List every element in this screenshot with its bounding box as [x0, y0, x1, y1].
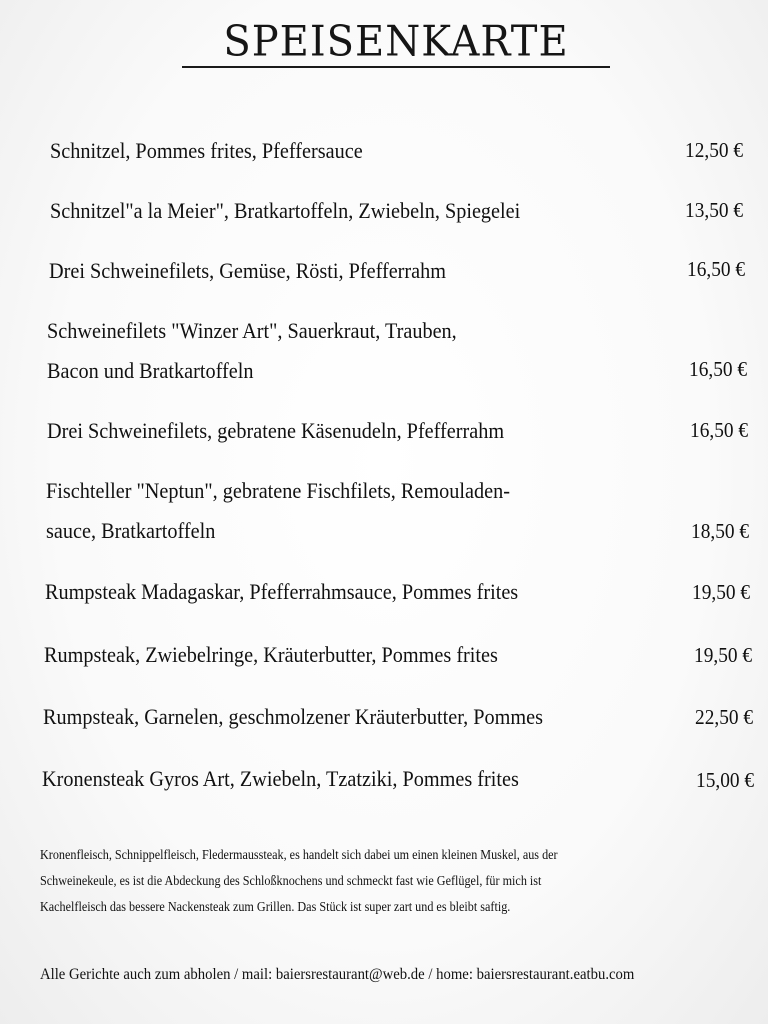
menu-item-price: 16,50 € — [690, 418, 748, 442]
page-title: SPEISENKARTE — [223, 17, 569, 67]
menu-item-name: Kronensteak Gyros Art, Zwiebeln, Tzatziki, Pommes frites — [42, 766, 519, 791]
menu-item-price: 19,50 € — [694, 643, 752, 667]
contact-footer: Alle Gerichte auch zum abholen / mail: baiersrestaurant@web.de / home: baiersrestaurant.eatbu.com — [40, 966, 635, 983]
info-note — [40, 842, 616, 920]
menu-item-name: Schnitzel, Pommes frites, Pfeffersauce — [50, 138, 363, 163]
menu-item-price: 16,50 € — [689, 357, 747, 381]
menu-item-name: Fischteller "Neptun", gebratene Fischfilets, Remouladen- — [46, 478, 510, 503]
menu-item-name: Schnitzel"a la Meier", Bratkartoffeln, Zwiebeln, Spiegelei — [50, 198, 521, 223]
menu-item-name: Drei Schweinefilets, Gemüse, Rösti, Pfefferrahm — [49, 258, 447, 283]
menu-item-price: 18,50 € — [691, 519, 749, 543]
info-note-line: Kachelfleisch das bessere Nackensteak zum Grillen. Das Stück ist super zart und es bleibt saftig. — [40, 899, 511, 914]
title-underline — [182, 66, 610, 68]
menu-item-name-continued: Bacon und Bratkartoffeln — [47, 358, 254, 383]
menu-item-name: Rumpsteak Madagaskar, Pfefferrahmsauce, Pommes frites — [45, 579, 519, 604]
menu-item-name: Drei Schweinefilets, gebratene Käsenudeln, Pfefferrahm — [47, 418, 505, 443]
menu-item-price: 19,50 € — [692, 580, 750, 604]
menu-item-name: Rumpsteak, Garnelen, geschmolzener Kräuterbutter, Pommes — [43, 704, 543, 729]
menu-item-price: 12,50 € — [685, 138, 743, 162]
info-note-line: Schweinekeule, es ist die Abdeckung des Schloßknochens und schmeckt fast wie Geflügel, für mich ist — [40, 873, 542, 888]
menu-item-name-continued: sauce, Bratkartoffeln — [46, 518, 216, 543]
menu-item-price: 22,50 € — [695, 705, 753, 729]
menu-item-name: Schweinefilets "Winzer Art", Sauerkraut, Trauben, — [47, 318, 457, 343]
menu-item-price: 16,50 € — [687, 257, 745, 281]
menu-item-price: 15,00 € — [696, 768, 754, 792]
info-note-line: Kronenfleisch, Schnippelfleisch, Fledermaussteak, es handelt sich dabei um einen kleinen Muskel, aus der — [40, 847, 558, 862]
menu-item-name: Rumpsteak, Zwiebelringe, Kräuterbutter, Pommes frites — [44, 642, 498, 667]
title-container — [182, 18, 610, 66]
menu-item-price: 13,50 € — [685, 198, 743, 222]
